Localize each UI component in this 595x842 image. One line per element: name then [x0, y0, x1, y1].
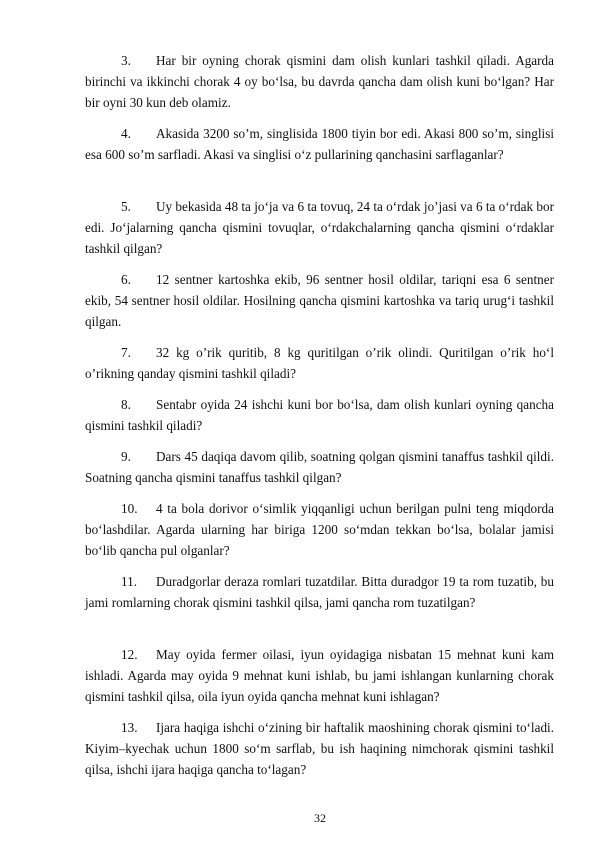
problem-text: Uy bekasida 48 ta jo‘ja va 6 ta tovuq, 24 ta o‘rdak jo’jasi va 6 ta o‘rdak bor edi. Jo‘jalarning qancha qismini tovuqlar, o‘rdakchalarning qancha qismini o‘rdaklar tashkil qilgan? — [85, 199, 554, 256]
problem-number: 13. — [121, 720, 138, 735]
problem-text: Har bir oyning chorak qismini dam olish kunlari tashkil qiladi. Agarda birinchi va ikkinchi chorak 4 oy bo‘lsa, bu davrda qancha dam olish kuni bo‘lgan? Har bir oyni 30 kun deb olamiz. — [85, 53, 554, 110]
problem-text: 4 ta bola dorivor o‘simlik yiqqanligi uchun berilgan pulni teng miqdorda bo‘lashdilar. Agarda ularning har biriga 1200 so‘mdan tekkan bo‘lsa, bolalar jamisi bo‘lib qancha pul olganlar? — [85, 501, 554, 558]
problem-number: 4. — [121, 126, 131, 141]
problem-number: 7. — [121, 345, 131, 360]
problem-8 — [85, 395, 554, 437]
problem-13 — [85, 718, 554, 781]
problem-number: 5. — [121, 199, 131, 214]
problem-3 — [85, 51, 554, 114]
problem-10 — [85, 499, 554, 562]
problem-number: 9. — [121, 449, 131, 464]
problem-text: Akasida 3200 so’m, singlisida 1800 tiyin bor edi. Akasi 800 so’m, singlisi esa 600 so’m sarfladi. Akasi va singlisi o‘z pullarining qanchasini sarflaganlar? — [85, 126, 554, 162]
problem-text: Sentabr oyida 24 ishchi kuni bor bo‘lsa, dam olish kunlari oyning qancha qismini tashkil qiladi? — [85, 397, 554, 433]
problem-number: 3. — [121, 53, 131, 68]
problem-text: May oyida fermer oilasi, iyun oyidagiga nisbatan 15 mehnat kuni kam ishladi. Agarda may oyida 9 mehnat kuni ishlab, bu jami ishlangan kunlarning chorak qismini tashkil qilsa, oila iyun oyida qancha mehnat kuni ishlagan? — [85, 647, 554, 704]
problem-number: 12. — [121, 647, 138, 662]
page-number: 32 — [314, 811, 326, 825]
problem-6 — [85, 270, 554, 333]
problem-number: 10. — [121, 501, 138, 516]
problem-number: 8. — [121, 397, 131, 412]
problem-number: 11. — [121, 574, 137, 589]
problem-9 — [85, 447, 554, 489]
problem-text: 32 kg o’rik quritib, 8 kg quritilgan o’rik olindi. Quritilgan o’rik ho‘l o’rikning qanday qismini tashkil qiladi? — [85, 345, 554, 381]
problem-number: 6. — [121, 272, 131, 287]
problem-text: 12 sentner kartoshka ekib, 96 sentner hosil oldilar, tariqni esa 6 sentner ekib, 54 sentner hosil oldilar. Hosilning qancha qismini kartoshka va tariq urug‘i tashkil qilgan. — [85, 272, 554, 329]
problem-12 — [85, 645, 554, 708]
problem-text: Dars 45 daqiqa davom qilib, soatning qolgan qismini tanaffus tashkil qildi. Soatning qancha qismini tanaffus tashkil qilgan? — [85, 449, 554, 485]
problem-4 — [85, 124, 554, 166]
problem-7 — [85, 343, 554, 385]
problem-11 — [85, 572, 554, 614]
problem-5 — [85, 197, 554, 260]
problem-text: Ijara haqiga ishchi o‘zining bir haftalik maoshining chorak qismini to‘ladi. Kiyim–kyechak uchun 1800 so‘m sarflab, bu ish haqining nimchorak qismini tashkil qilsa, ishchi ijara haqiga qancha to‘lagan? — [85, 720, 554, 777]
problem-text: Duradgorlar deraza romlari tuzatdilar. Bitta duradgor 19 ta rom tuzatib, bu jami romlarning chorak qismini tashkil qilsa, jami qancha rom tuzatilgan? — [85, 574, 554, 610]
